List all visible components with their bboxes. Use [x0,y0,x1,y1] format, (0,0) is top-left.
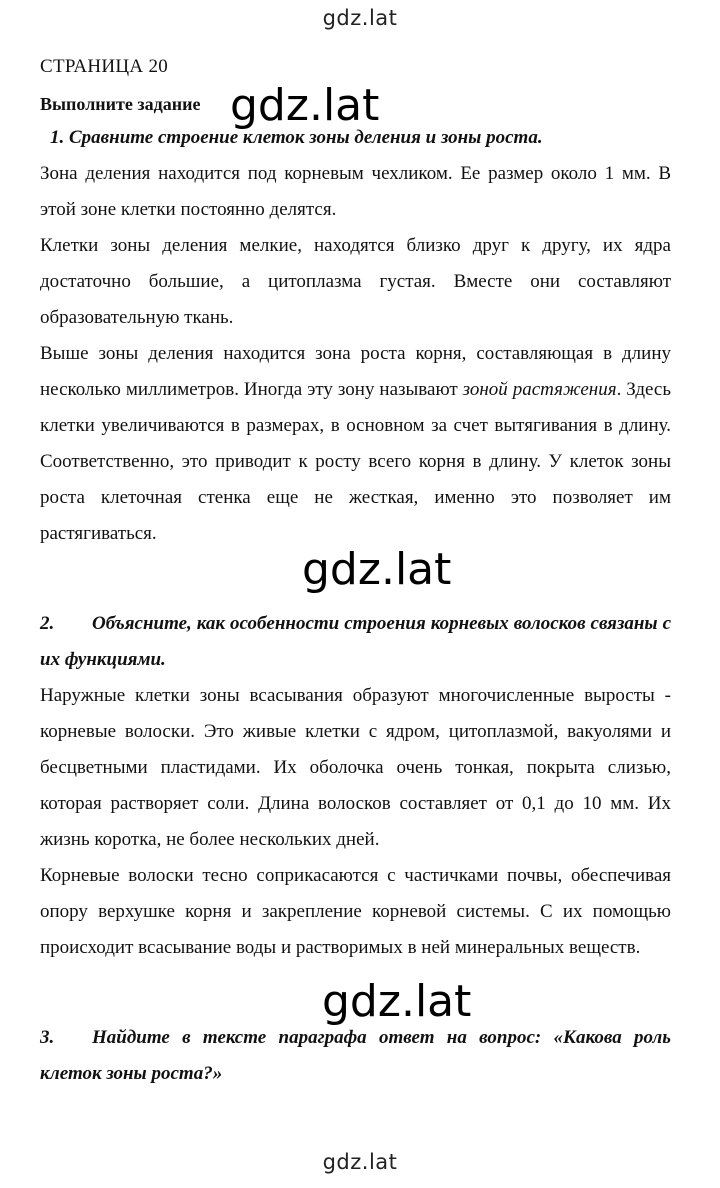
question-2-text: Объясните, как особенности строения корневых волосков связаны с их функциями. [40,613,671,670]
document-body [40,120,671,1092]
question-1-number: 1. [50,127,65,148]
question-1-text: Сравните строение клеток зоны деления и зоны роста. [69,127,543,148]
question-1 [40,120,671,156]
question-3-text: Найдите в тексте параграфа ответ на вопрос: «Какова роль клеток зоны роста?» [40,1027,671,1084]
watermark-large-1: gdz.lat [230,80,380,131]
watermark-bottom: gdz.lat [322,1150,398,1174]
answer-1-paragraph-3 [40,336,671,552]
watermark-large-3: gdz.lat [322,976,472,1027]
task-label: Выполните задание [40,94,201,114]
answer-1-paragraph-1: Зона деления находится под корневым чехликом. Ее размер около 1 мм. В этой зоне клетки постоянно делятся. [40,163,671,220]
answer-1-p3-italic-term: зоной растяжения [462,379,617,400]
answer-2-paragraph-2: Корневые волоски тесно соприкасаются с частичками почвы, обеспечивая опору верхушке корня и закрепление корневой системы. С их помощью происходит всасывание воды и растворимых в ней минеральных веществ. [40,865,671,958]
question-3 [40,1020,671,1092]
question-2-number: 2. [40,613,55,634]
page-label: СТРАНИЦА 20 [40,56,169,77]
answer-2-paragraph-1: Наружные клетки зоны всасывания образуют многочисленные выросты - корневые волоски. Это живые клетки с ядром, цитоплазмой, вакуолями и бесцветными пластидами. Их оболочка очень тонкая, покрыта слизью, которая растворяет соли. Длина волосков составляет от 0,1 до 10 мм. Их жизнь коротка, не более нескольких дней. [40,685,671,850]
question-2 [40,606,671,678]
watermark-large-2: gdz.lat [302,544,452,595]
answer-1-p3-start: Выше зоны деления находится зона роста корня, составляющая в длину несколько миллиметров. Иногда эту зону называют [40,343,671,400]
watermark-top: gdz.lat [322,6,398,30]
answer-1-p3-end: . Здесь клетки увеличиваются в размерах, в основном за счет вытягивания в длину. Соответственно, это приводит к росту всего корня в длину. У клеток зоны роста клеточная стенка еще не жесткая, именно это позволяет им растягиваться. [40,379,671,544]
question-3-number: 3. [40,1027,55,1048]
answer-1-paragraph-2: Клетки зоны деления мелкие, находятся близко друг к другу, их ядра достаточно большие, а цитоплазма густая. Вместе они составляют образовательную ткань. [40,235,671,328]
